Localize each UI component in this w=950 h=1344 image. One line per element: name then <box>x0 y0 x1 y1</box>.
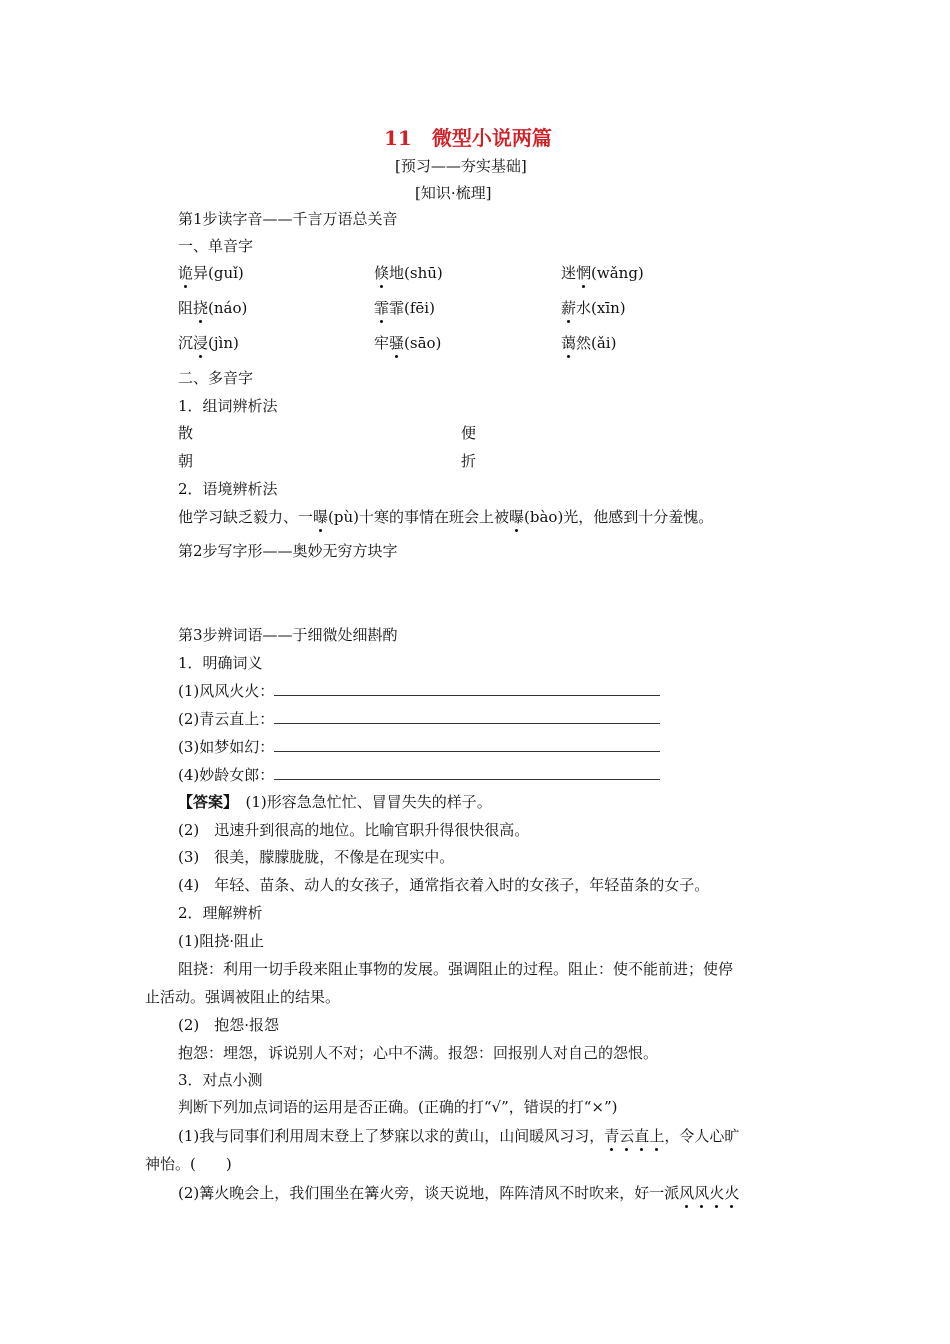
quiz-intro: 判断下列加点词语的运用是否正确。(正确的打“√”，错误的打“×”) <box>178 1098 618 1116</box>
sentence-part: (bào)光，他感到十分羞愧。 <box>524 508 714 526</box>
subsection-heading: [知识·梳理] <box>415 184 492 202</box>
quiz-item <box>178 1126 739 1146</box>
pair-heading: (2) 抱怨·报怨 <box>178 1016 280 1034</box>
answer-blank[interactable] <box>274 681 660 696</box>
step3-heading: 第3步辨词语——于细微处细斟酌 <box>178 626 398 644</box>
quiz-text: (2)篝火晚会上，我们围坐在篝火旁，谈天说地，阵阵清风不时吹来，好一派 <box>178 1184 680 1202</box>
quiz-text: (1)我与同事们利用周末登上了梦寐以求的黄山，山间暖风习习， <box>178 1127 605 1145</box>
answer-blank[interactable] <box>274 737 660 752</box>
pron-char-emph: 薪 <box>561 299 577 317</box>
method2-heading: 2．语境辨析法 <box>178 480 278 498</box>
answer-text: (1)形容急急忙忙、冒冒失失的样子。 <box>230 793 492 811</box>
pair-heading: (1)阻挠·阻止 <box>178 932 265 950</box>
quiz-emph-char: 火 <box>709 1184 725 1202</box>
sentence-emph: 曝 <box>313 508 329 526</box>
sentence-part: 他学习缺乏毅力、一 <box>178 508 314 526</box>
pron-text: (jìn) <box>208 334 239 352</box>
pron-text: 地(shū) <box>389 264 443 282</box>
pair-text: 抱怨：埋怨，诉说别人不对；心中不满。报怨：回报别人对自己的怨恨。 <box>178 1044 659 1062</box>
definition-term: (1)风风火火： <box>178 682 275 700</box>
pron-text: 沉 <box>178 334 194 352</box>
answer-line <box>178 792 492 812</box>
sentence-part: (pù)十寒的事情在班会上被 <box>328 508 509 526</box>
quiz-heading: 3．对点小测 <box>178 1071 263 1089</box>
quiz-emph-char: 青 <box>604 1127 620 1145</box>
pron-char-emph: 挠 <box>193 299 209 317</box>
analysis-heading: 2．理解辨析 <box>178 904 263 922</box>
pron-text: (wǎng) <box>591 264 644 282</box>
pron-text: (náo) <box>208 299 248 317</box>
definition-term: (4)妙龄女郎： <box>178 766 275 784</box>
poly-char: 便 <box>461 424 477 442</box>
pron-char-emph: 蔼 <box>561 334 577 352</box>
answer-line: (4) 年轻、苗条、动人的女孩子，通常指衣着入时的女孩子，年轻苗条的女子。 <box>178 876 710 894</box>
section-heading: [预习——夯实基础] <box>395 157 527 175</box>
single-tone-heading: 一、单音字 <box>178 237 254 255</box>
definition-item <box>178 765 660 785</box>
pron-char-emph: 骚 <box>389 334 405 352</box>
pron-text: 霏(fēi) <box>389 299 435 317</box>
pron-text: 然(ǎi) <box>576 334 617 352</box>
pron-text: 迷 <box>561 264 577 282</box>
pron-char-emph: 浸 <box>193 334 209 352</box>
answer-line: (2) 迅速升到很高的地位。比喻官职升得很快很高。 <box>178 821 530 839</box>
pron-item <box>561 298 626 318</box>
pron-item <box>178 298 247 318</box>
pron-text: 阻 <box>178 299 194 317</box>
quiz-emph-char: 上 <box>649 1127 665 1145</box>
multi-tone-heading: 二、多音字 <box>178 369 254 387</box>
answer-blank[interactable] <box>274 765 660 780</box>
definitions-heading: 1．明确词义 <box>178 654 263 672</box>
pair-text: 阻挠：利用一切手段来阻止事物的发展。强调阻止的过程。阻止：使不能前进；使停 <box>178 960 734 978</box>
page-title: 11 微型小说两篇 <box>384 126 552 150</box>
pron-item <box>178 263 244 283</box>
poly-char: 散 <box>178 424 194 442</box>
pron-char-emph: 霏 <box>374 299 390 317</box>
pron-char-emph: 惘 <box>576 264 592 282</box>
definition-item <box>178 709 660 729</box>
pron-text: 牢 <box>374 334 390 352</box>
method1-heading: 1．组词辨析法 <box>178 397 278 415</box>
pron-item <box>178 333 239 353</box>
poly-char: 折 <box>461 452 477 470</box>
step2-heading: 第2步写字形——奥妙无穷方块字 <box>178 542 398 560</box>
quiz-emph-char: 风 <box>679 1184 695 1202</box>
definition-item <box>178 737 660 757</box>
pron-item <box>561 333 616 353</box>
sentence-emph: 曝 <box>509 508 525 526</box>
pron-text: (sāo) <box>404 334 442 352</box>
step1-heading: 第1步读字音——千言万语总关音 <box>178 210 398 228</box>
pron-item <box>561 263 644 283</box>
poly-char: 朝 <box>178 452 194 470</box>
pron-item <box>374 263 443 283</box>
quiz-emph-char: 火 <box>724 1184 740 1202</box>
pron-char-emph: 诡 <box>178 264 194 282</box>
context-sentence <box>178 507 713 527</box>
pron-text: 水(xīn) <box>576 299 626 317</box>
pron-item <box>374 333 441 353</box>
quiz-text: ，令人心旷 <box>664 1127 740 1145</box>
answer-blank[interactable] <box>274 709 660 724</box>
answer-tag: 【答案】 <box>178 793 231 811</box>
answer-line: (3) 很美，朦朦胧胧，不像是在现实中。 <box>178 848 455 866</box>
quiz-emph-char: 直 <box>634 1127 650 1145</box>
pron-item <box>374 298 435 318</box>
pron-char-emph: 倏 <box>374 264 390 282</box>
definition-item <box>178 681 660 701</box>
definition-term: (3)如梦如幻： <box>178 738 275 756</box>
quiz-item-cont: 神怡。( ) <box>145 1155 232 1173</box>
definition-term: (2)青云直上： <box>178 710 275 728</box>
quiz-item <box>178 1183 739 1203</box>
quiz-emph-char: 风 <box>694 1184 710 1202</box>
pair-text: 止活动。强调被阻止的结果。 <box>145 988 341 1006</box>
quiz-emph-char: 云 <box>619 1127 635 1145</box>
pron-text: 异(guǐ) <box>193 264 244 282</box>
